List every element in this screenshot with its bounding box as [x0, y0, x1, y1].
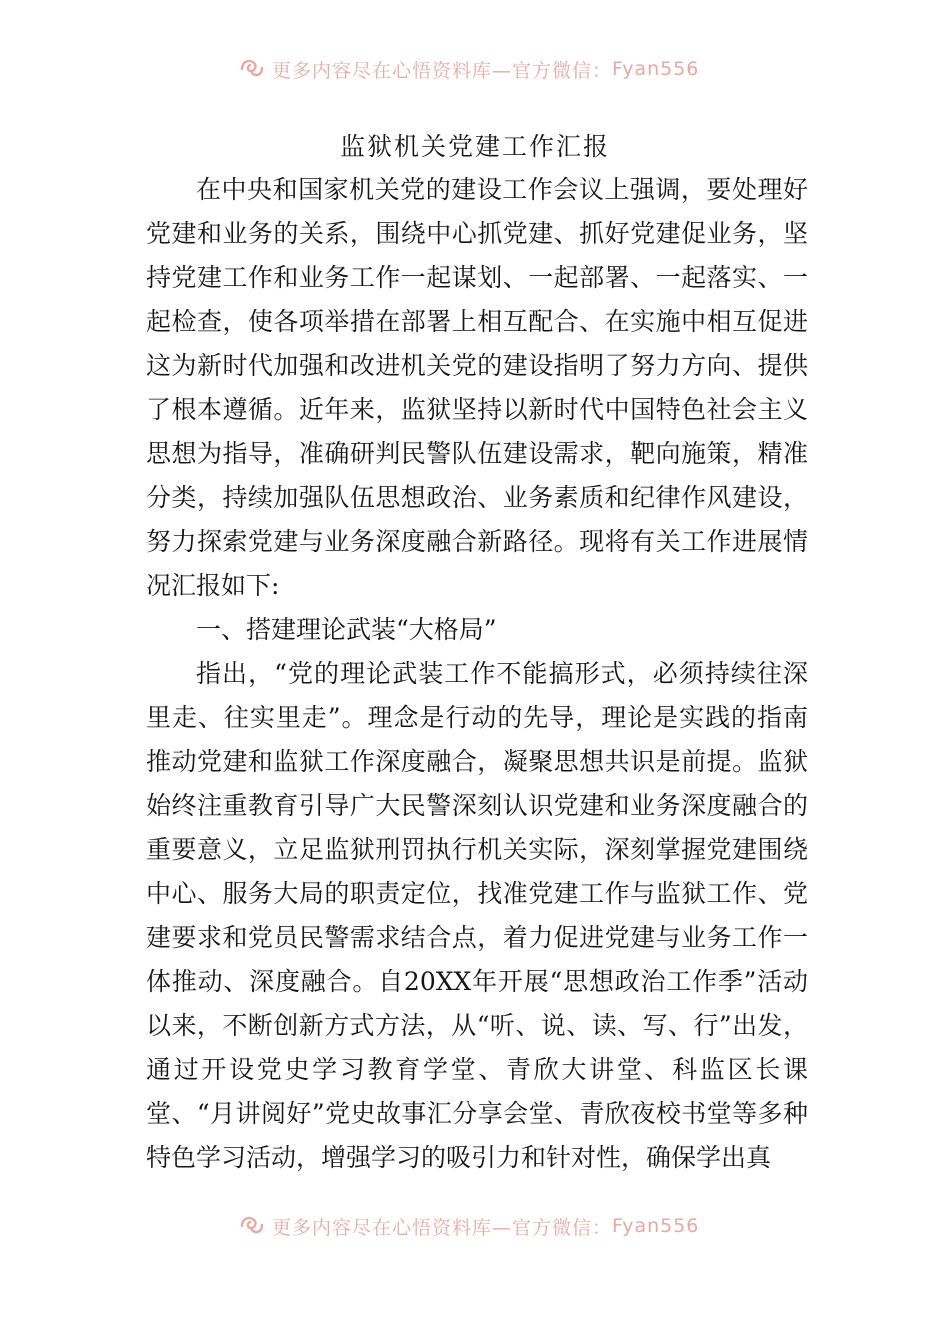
section-paragraph: 指出，“党的理论武装工作不能搞形式，必须持续往深里走、往实里走”。理念是行动的先导，理论是实践的指南推动党建和监狱工作深度融合，凝聚思想共识是前提。监狱始终注重教育引导广大民警深刻认识党建和业务深度融合的重要意义，立足监狱刑罚执行机关实际，深刻掌握党建围绕中心、服务大局的职责定位，找准党建工作与监狱工作、党建要求和党员民警需求结合点，着力促进党建与业务工作一体推动、深度融合。自20XX年开展“思想政治工作季”活动以来，不断创新方式方法，从“听、说、读、写、行”出发，通过开设党史学习教育学堂、青欣大讲堂、科监区长课堂、“月讲阅好”党史故事汇分享会堂、青欣夜校书堂等多种特色学习活动，增强学习的吸引力和针对性，确保学出真	[146, 659, 808, 1172]
watermark-text: 更多内容尽在心悟资料库—官方微信：	[272, 59, 613, 82]
watermark-id: Fyan556	[612, 58, 700, 80]
page-title: 监狱机关党建工作汇报	[339, 132, 610, 161]
watermark-text: 更多内容尽在心悟资料库—官方微信：	[272, 1216, 613, 1239]
watermark-id: Fyan556	[612, 1215, 700, 1237]
document-body	[146, 168, 808, 1180]
section-heading: 一、搭建理论武装“大格局”	[196, 615, 497, 644]
logo-icon	[238, 55, 266, 83]
watermark-header	[238, 52, 699, 86]
watermark-footer	[238, 1209, 699, 1243]
logo-icon	[238, 1212, 266, 1240]
intro-paragraph: 在中央和国家机关党的建设工作会议上强调，要处理好党建和业务的关系，围绕中心抓党建、抓好党建促业务，坚持党建工作和业务工作一起谋划、一起部署、一起落实、一起检查，使各项举措在部署上相互配合、在实施中相互促进这为新时代加强和改进机关党的建设指明了努力方向、提供了根本遵循。近年来，监狱坚持以新时代中国特色社会主义思想为指导，准确研判民警队伍建设需求，靶向施策，精准分类，持续加强队伍思想政治、业务素质和纪律作风建设，努力探索党建与业务深度融合新路径。现将有关工作进展情况汇报如下:	[146, 175, 808, 600]
